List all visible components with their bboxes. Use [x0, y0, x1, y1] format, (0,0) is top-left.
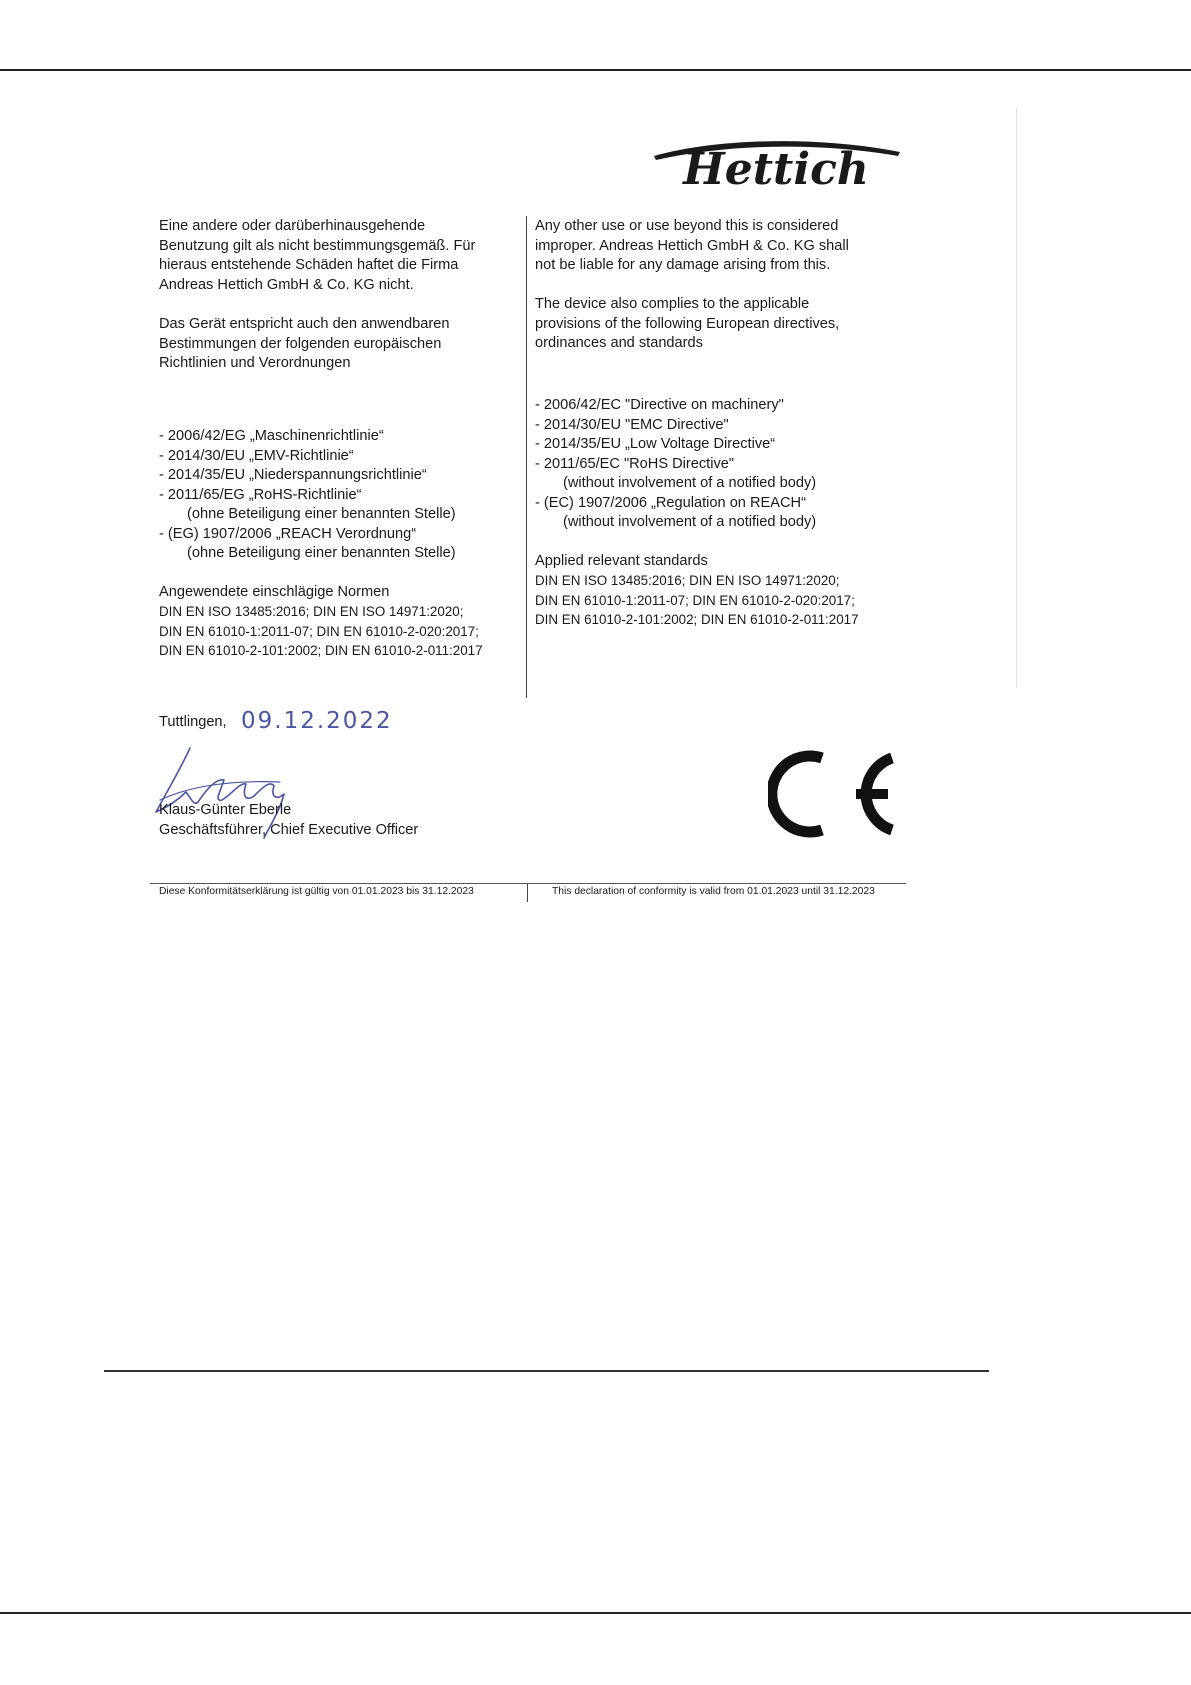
- standards-line: DIN EN 61010-2-101:2002; DIN EN 61010-2-011:2017: [159, 643, 483, 658]
- english-standards-heading: Applied relevant standards: [535, 552, 708, 569]
- list-item: - 2014/30/EU „EMV-Richtlinie“: [159, 447, 354, 464]
- footer-validity-german: Diese Konformitätserklärung ist gültig von 01.01.2023 bis 31.12.2023: [159, 886, 474, 897]
- standards-line: DIN EN 61010-2-101:2002; DIN EN 61010-2-011:2017: [535, 612, 859, 627]
- list-item: - 2014/30/EU "EMC Directive": [535, 416, 729, 433]
- german-standards-heading: Angewendete einschlägige Normen: [159, 583, 390, 600]
- text-line: Richtlinien und Verordnungen: [159, 355, 351, 371]
- text-line: Das Gerät entspricht auch den anwendbaren: [159, 316, 450, 332]
- signer-title: Geschäftsführer, Chief Executive Officer: [159, 821, 419, 838]
- signer-name: Klaus-Günter Eberle: [159, 802, 292, 818]
- handwritten-date: 09.12.2022: [241, 708, 393, 734]
- text-line: provisions of the following European directives,: [535, 315, 840, 332]
- text-line: ordinances and standards: [535, 335, 703, 351]
- standards-line: DIN EN ISO 13485:2016; DIN EN ISO 14971:2020;: [535, 573, 840, 588]
- text-line: Eine andere oder darüberhinausgehende: [159, 218, 426, 234]
- text-line: Andreas Hettich GmbH & Co. KG nicht.: [159, 276, 414, 293]
- text-line: Bestimmungen der folgenden europäischen: [159, 335, 442, 352]
- ce-mark: [768, 748, 898, 840]
- list-item: - 2006/42/EC "Directive on machinery": [535, 397, 784, 413]
- list-item-note: (without involvement of a notified body): [563, 514, 817, 530]
- signer-block: [159, 801, 418, 840]
- list-item: - 2014/35/EU „Niederspannungsrichtlinie“: [159, 467, 427, 483]
- list-item: - (EG) 1907/2006 „REACH Verordnung“: [159, 525, 417, 542]
- bottom-rule: [0, 1612, 1191, 1614]
- text-line: The device also complies to the applicable: [535, 296, 810, 312]
- standards-line: DIN EN 61010-1:2011-07; DIN EN 61010-2-020:2017;: [535, 592, 855, 608]
- text-line: improper. Andreas Hettich GmbH & Co. KG shall: [535, 237, 849, 254]
- top-rule: [0, 69, 1191, 71]
- footer-validity-english: This declaration of conformity is valid from 01.01.2023 until 31.12.2023: [552, 886, 875, 897]
- list-item: - (EC) 1907/2006 „Regulation on REACH“: [535, 494, 806, 511]
- english-column: [535, 217, 915, 630]
- list-item: - 2014/35/EU „Low Voltage Directive“: [535, 436, 776, 452]
- page-end-rule: [104, 1370, 989, 1372]
- english-usage-paragraph: [535, 217, 915, 276]
- place-label: Tuttlingen,: [159, 714, 227, 730]
- text-line: not be liable for any damage arising from this.: [535, 257, 831, 273]
- list-item-note: (ohne Beteiligung einer benannten Stelle): [187, 545, 456, 561]
- german-compliance-paragraph: [159, 315, 519, 374]
- footer-separator: [527, 884, 528, 902]
- list-item: - 2011/65/EG „RoHS-Richtlinie“: [159, 486, 362, 503]
- text-line: Benutzung gilt als nicht bestimmungsgemäß. Für: [159, 237, 476, 254]
- standards-line: DIN EN 61010-1:2011-07; DIN EN 61010-2-020:2017;: [159, 623, 479, 639]
- english-directive-list: [535, 396, 915, 533]
- footer-rule: [150, 883, 906, 884]
- german-usage-paragraph: [159, 217, 519, 295]
- german-column: [159, 217, 519, 661]
- text-line: hieraus entstehende Schäden haftet die Firma: [159, 257, 459, 273]
- column-divider: [526, 216, 527, 698]
- list-item-note: (without involvement of a notified body): [563, 475, 817, 491]
- german-directive-list: [159, 427, 519, 564]
- hettich-logo: [648, 134, 904, 192]
- text-line: Any other use or use beyond this is considered: [535, 218, 839, 234]
- list-item-note: (ohne Beteiligung einer benannten Stelle): [187, 506, 456, 522]
- list-item: - 2011/65/EC "RoHS Directive": [535, 455, 735, 472]
- logo-text: Hettich: [683, 144, 869, 192]
- scan-edge: [1016, 108, 1017, 688]
- list-item: - 2006/42/EG „Maschinenrichtlinie“: [159, 428, 384, 444]
- english-compliance-paragraph: [535, 295, 915, 354]
- standards-line: DIN EN ISO 13485:2016; DIN EN ISO 14971:2020;: [159, 604, 464, 619]
